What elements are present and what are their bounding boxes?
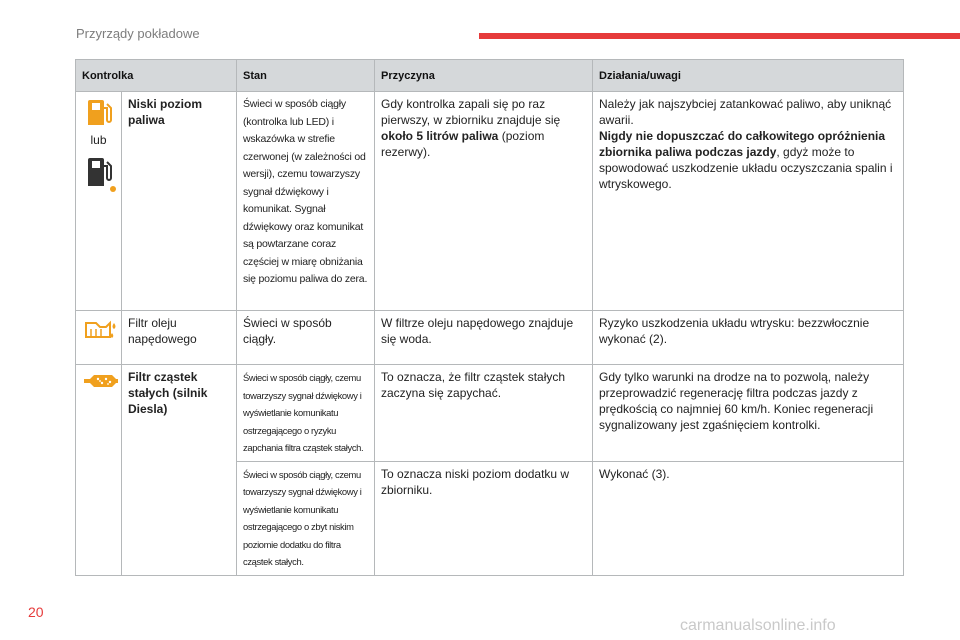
diesel-filter-water-icon xyxy=(82,315,120,345)
icon-cell xyxy=(76,365,122,576)
table-row xyxy=(76,365,904,462)
warning-state: Świeci w sposób ciągły, czemu towarzyszy sygnał dźwiękowy i wyświetlanie komunikatu ostrzegającego o zbyt niskim poziomie dodatku do filtra cząstek stałych. xyxy=(237,461,375,575)
warning-cause: W filtrze oleju napędowego znajduje się woda. xyxy=(375,311,593,365)
warning-state: Świeci w sposób ciągły (kontrolka lub LED) i wskazówka w strefie czerwonej (w zależności od wersji), czemu towarzyszy sygnał dźwiękowy i komunikat. Sygnał dźwiękowy oraz komunikat są powtarzane coraz częściej w miarę obniżania się poziomu paliwa do zera. xyxy=(237,92,375,311)
warning-lights-table xyxy=(75,59,904,576)
warning-action: Wykonać (3). xyxy=(593,461,904,575)
warning-cause: To oznacza, że filtr cząstek stałych zaczyna się zapychać. xyxy=(375,365,593,462)
table-header-row xyxy=(76,60,904,92)
page-number: 20 xyxy=(28,604,44,620)
table-row xyxy=(76,311,904,365)
warning-state: Świeci w sposób ciągły, czemu towarzyszy sygnał dźwiękowy i wyświetlanie komunikatu ostrzegającego o ryzyku zapchania filtra cząstek stałych. xyxy=(237,365,375,462)
watermark: carmanualsonline.info xyxy=(680,617,836,634)
icon-cell xyxy=(76,311,122,365)
header-kontrolka: Kontrolka xyxy=(76,60,237,92)
header-accent-bar xyxy=(479,33,960,39)
table-row xyxy=(76,92,904,311)
header-przyczyna: Przyczyna xyxy=(375,60,593,92)
warning-name: Filtr cząstek stałych (silnik Diesla) xyxy=(122,365,237,576)
warning-name: Filtr oleju napędowego xyxy=(122,311,237,365)
page-section-title: Przyrządy pokładowe xyxy=(76,26,200,41)
warning-state: Świeci w sposób ciągły. xyxy=(237,311,375,365)
alternative-separator: lub xyxy=(90,133,107,147)
warning-name: Niski poziom paliwa xyxy=(122,92,237,311)
fuel-pump-led-icon xyxy=(82,154,118,194)
header-dzialania: Działania/uwagi xyxy=(593,60,904,92)
warning-cause: To oznacza niski poziom dodatku w zbiorniku. xyxy=(375,461,593,575)
fuel-pump-icon xyxy=(82,96,116,130)
warning-action: Ryzyko uszkodzenia układu wtrysku: bezzwłocznie wykonać (2). xyxy=(593,311,904,365)
particle-filter-icon xyxy=(82,369,120,393)
warning-action: Gdy tylko warunki na drodze na to pozwolą, należy przeprowadzić regenerację filtra podczas jazdy z prędkością co najmniej 60 km/h. Koniec regeneracji sygnalizowany jest zgaśnięciem kontrolki. xyxy=(593,365,904,462)
warning-cause: Gdy kontrolka zapali się po raz pierwszy, w zbiorniku znajduje się około 5 litrów paliwa (poziom rezerwy). xyxy=(375,92,593,311)
icon-cell xyxy=(76,92,122,311)
header-stan: Stan xyxy=(237,60,375,92)
warning-action: Należy jak najszybciej zatankować paliwo, aby uniknąć awarii. Nigdy nie dopuszczać do całkowitego opróżnienia zbiornika paliwa podczas jazdy, gdyż może to spowodować uszkodzenie układu oczyszczania spalin i wtryskowego. xyxy=(593,92,904,311)
